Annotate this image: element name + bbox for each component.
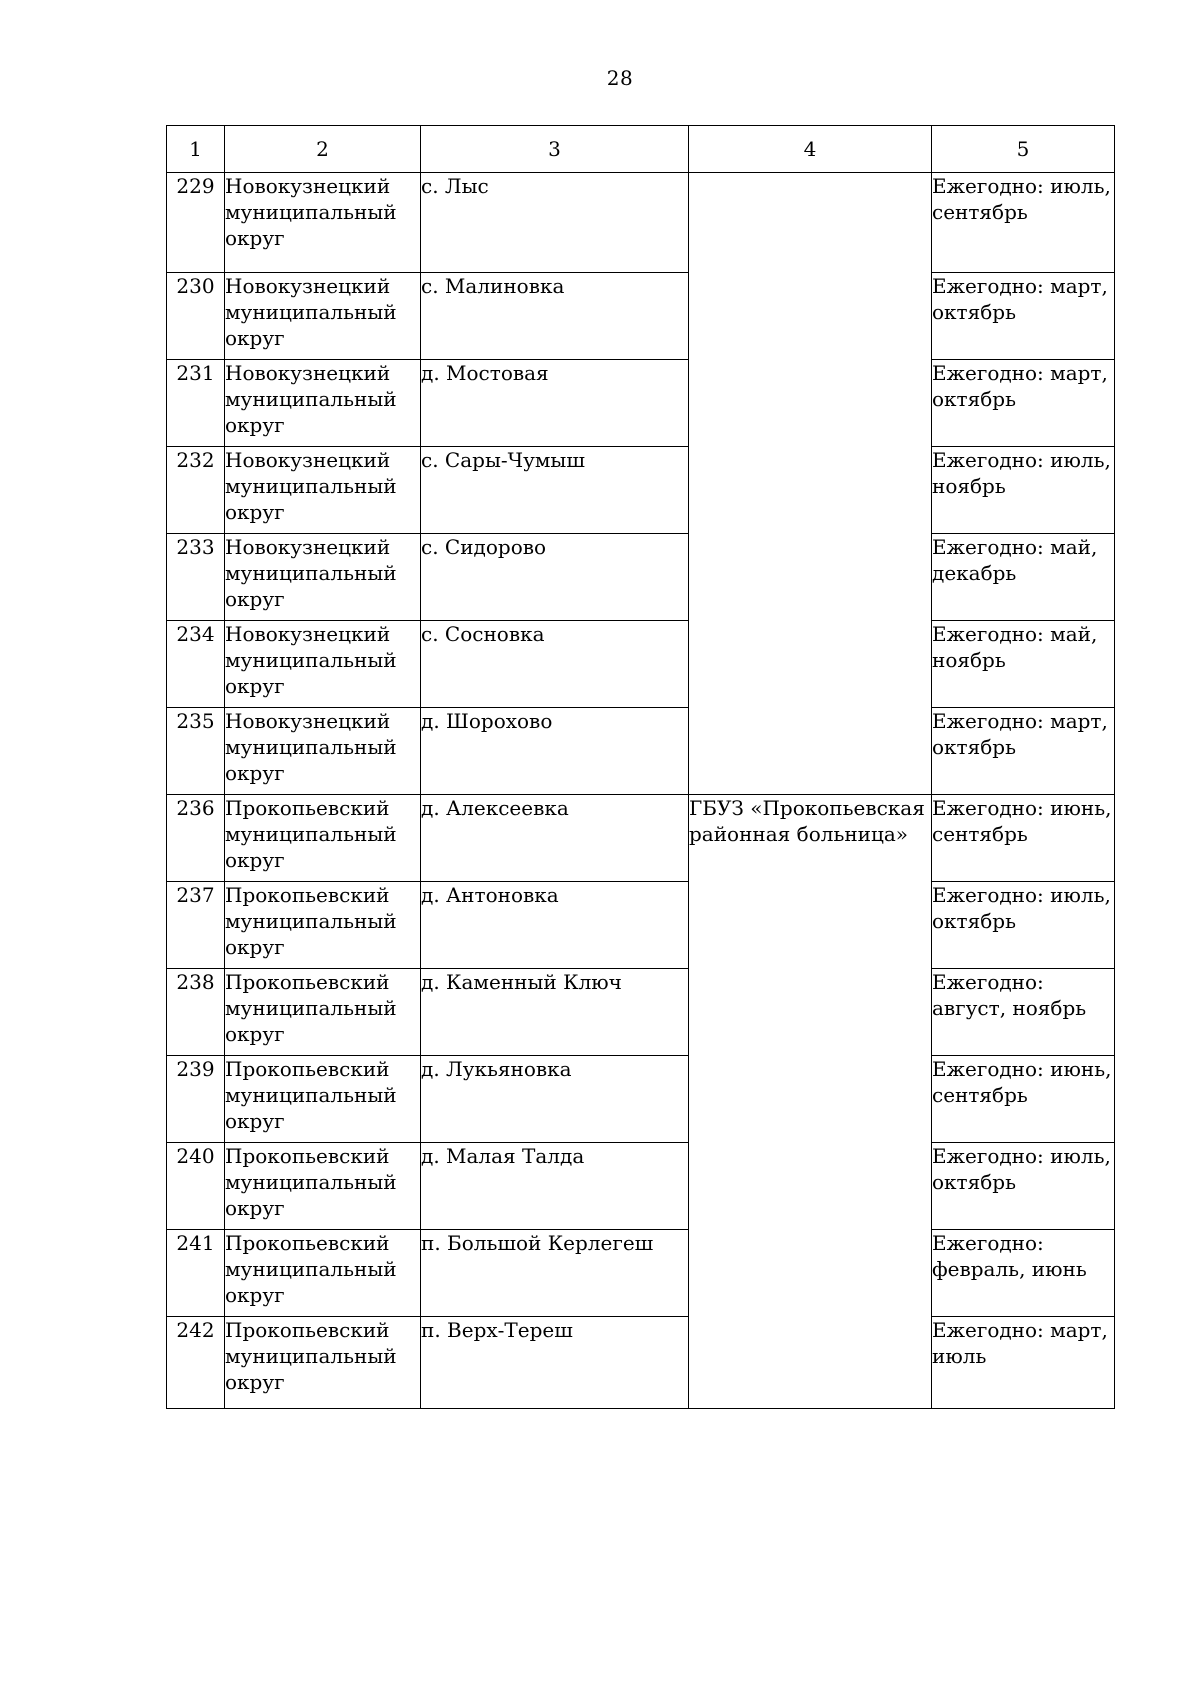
text-line: округ [225, 1196, 285, 1220]
text-line: округ [225, 226, 285, 250]
text-line: Ежегодно: март, [932, 1318, 1108, 1342]
text-line: октябрь [932, 300, 1016, 324]
text-line: Новокузнецкий [225, 361, 391, 385]
table-row [167, 882, 1115, 969]
schedule-cell [932, 621, 1115, 708]
district-cell [225, 534, 421, 621]
table-row [167, 1317, 1115, 1409]
text-line: Ежегодно: март, [932, 274, 1108, 298]
schedule-cell [932, 795, 1115, 882]
district-cell [225, 173, 421, 273]
text-line: Ежегодно: июнь, [932, 1057, 1112, 1081]
header-cell: 4 [689, 126, 932, 173]
text-line: Ежегодно: март, [932, 709, 1108, 733]
settlement-cell: д. Шорохово [421, 708, 689, 795]
row-number-cell: 236 [167, 795, 225, 882]
schedule-cell [932, 1056, 1115, 1143]
text-line: сентябрь [932, 822, 1028, 846]
row-number-cell: 242 [167, 1317, 225, 1409]
text-line: Прокопьевский [225, 796, 390, 820]
text-line: сентябрь [932, 200, 1028, 224]
text-line: октябрь [932, 735, 1016, 759]
schedule-cell [932, 969, 1115, 1056]
text-line: муниципальный [225, 561, 397, 585]
schedule-cell [932, 273, 1115, 360]
row-number-cell: 231 [167, 360, 225, 447]
table-row [167, 1056, 1115, 1143]
district-cell [225, 1143, 421, 1230]
text-line: муниципальный [225, 1170, 397, 1194]
text-line: Ежегодно: май, [932, 535, 1098, 559]
district-cell [225, 1317, 421, 1409]
text-line: июль [932, 1344, 987, 1368]
schedule-cell [932, 708, 1115, 795]
text-line: Прокопьевский [225, 1144, 390, 1168]
district-cell [225, 708, 421, 795]
settlement-cell: д. Антоновка [421, 882, 689, 969]
text-line: Ежегодно: [932, 1231, 1044, 1255]
text-line: муниципальный [225, 1083, 397, 1107]
district-cell [225, 882, 421, 969]
text-line: муниципальный [225, 1344, 397, 1368]
text-line: муниципальный [225, 200, 397, 224]
text-line: Новокузнецкий [225, 709, 391, 733]
text-line: октябрь [932, 387, 1016, 411]
header-cell: 2 [225, 126, 421, 173]
text-line: муниципальный [225, 1257, 397, 1281]
schedule-cell [932, 534, 1115, 621]
text-line: Новокузнецкий [225, 622, 391, 646]
text-line: округ [225, 1109, 285, 1133]
text-line: Прокопьевский [225, 1231, 390, 1255]
settlement-cell: п. Большой Керлегеш [421, 1230, 689, 1317]
settlement-cell: с. Лыс [421, 173, 689, 273]
settlement-cell: д. Мостовая [421, 360, 689, 447]
district-cell [225, 1056, 421, 1143]
text-line: ноябрь [932, 648, 1006, 672]
text-line: округ [225, 848, 285, 872]
text-line: Ежегодно: июль, [932, 1144, 1111, 1168]
schedule-cell [932, 360, 1115, 447]
table-row [167, 173, 1115, 273]
table-header-row [167, 126, 1115, 173]
row-number-cell: 237 [167, 882, 225, 969]
text-line: Ежегодно: июнь, [932, 796, 1112, 820]
text-line: февраль, июнь [932, 1257, 1087, 1281]
text-line: муниципальный [225, 996, 397, 1020]
text-line: Новокузнецкий [225, 174, 391, 198]
text-line: Прокопьевский [225, 970, 390, 994]
text-line: округ [225, 1370, 285, 1394]
text-line: районная больница» [689, 822, 909, 846]
schedule-cell [932, 1317, 1115, 1409]
text-line: Ежегодно: июль, [932, 448, 1111, 472]
text-line: округ [225, 587, 285, 611]
header-cell: 1 [167, 126, 225, 173]
text-line: муниципальный [225, 387, 397, 411]
header-cell: 3 [421, 126, 689, 173]
text-line: округ [225, 413, 285, 437]
settlement-cell: с. Сидорово [421, 534, 689, 621]
text-line: Прокопьевский [225, 883, 390, 907]
row-number-cell: 238 [167, 969, 225, 1056]
text-line: округ [225, 1022, 285, 1046]
row-number-cell: 240 [167, 1143, 225, 1230]
text-line: Ежегодно: [932, 970, 1044, 994]
district-cell [225, 969, 421, 1056]
row-number-cell: 233 [167, 534, 225, 621]
district-cell [225, 795, 421, 882]
row-number-cell: 241 [167, 1230, 225, 1317]
table-row [167, 1143, 1115, 1230]
text-line: округ [225, 761, 285, 785]
text-line: муниципальный [225, 909, 397, 933]
text-line: Ежегодно: июль, [932, 174, 1111, 198]
text-line: декабрь [932, 561, 1017, 585]
text-line: сентябрь [932, 1083, 1028, 1107]
table-row [167, 795, 1115, 882]
row-number-cell: 234 [167, 621, 225, 708]
text-line: Новокузнецкий [225, 274, 391, 298]
settlement-cell: с. Сары-Чумыш [421, 447, 689, 534]
text-line: округ [225, 674, 285, 698]
text-line: муниципальный [225, 822, 397, 846]
table-row [167, 360, 1115, 447]
table-row [167, 273, 1115, 360]
text-line: август, ноябрь [932, 996, 1087, 1020]
table-row [167, 969, 1115, 1056]
settlement-cell: д. Каменный Ключ [421, 969, 689, 1056]
text-line: октябрь [932, 1170, 1016, 1194]
table-row [167, 621, 1115, 708]
text-line: округ [225, 935, 285, 959]
text-line: округ [225, 1283, 285, 1307]
settlement-cell: с. Сосновка [421, 621, 689, 708]
schedule-cell [932, 1143, 1115, 1230]
settlement-cell: с. Малиновка [421, 273, 689, 360]
text-line: округ [225, 500, 285, 524]
table-body [167, 173, 1115, 1409]
header-cell: 5 [932, 126, 1115, 173]
text-line: округ [225, 326, 285, 350]
text-line: Прокопьевский [225, 1318, 390, 1342]
settlement-cell: п. Верх-Тереш [421, 1317, 689, 1409]
text-line: октябрь [932, 909, 1016, 933]
district-cell [225, 447, 421, 534]
table-row [167, 447, 1115, 534]
schedule-cell [932, 447, 1115, 534]
table-row [167, 534, 1115, 621]
text-line: муниципальный [225, 735, 397, 759]
text-line: ГБУЗ «Прокопьевская [689, 796, 925, 820]
row-number-cell: 235 [167, 708, 225, 795]
district-cell [225, 360, 421, 447]
row-number-cell: 232 [167, 447, 225, 534]
text-line: ноябрь [932, 474, 1006, 498]
page-number: 28 [606, 66, 634, 90]
settlement-cell: д. Алексеевка [421, 795, 689, 882]
text-line: муниципальный [225, 474, 397, 498]
text-line: Ежегодно: май, [932, 622, 1098, 646]
schedule-cell [932, 1230, 1115, 1317]
text-line: Новокузнецкий [225, 535, 391, 559]
text-line: Новокузнецкий [225, 448, 391, 472]
district-cell [225, 273, 421, 360]
row-number-cell: 239 [167, 1056, 225, 1143]
text-line: Прокопьевский [225, 1057, 390, 1081]
table-row [167, 708, 1115, 795]
organization-cell [689, 795, 932, 1409]
schedule-cell [932, 173, 1115, 273]
settlement-cell: д. Малая Талда [421, 1143, 689, 1230]
text-line: Ежегодно: июль, [932, 883, 1111, 907]
text-line: муниципальный [225, 648, 397, 672]
district-cell [225, 621, 421, 708]
organization-cell [689, 173, 932, 795]
text-line: муниципальный [225, 300, 397, 324]
settlement-cell: д. Лукьяновка [421, 1056, 689, 1143]
district-cell [225, 1230, 421, 1317]
row-number-cell: 230 [167, 273, 225, 360]
schedule-cell [932, 882, 1115, 969]
text-line: Ежегодно: март, [932, 361, 1108, 385]
table-row [167, 1230, 1115, 1317]
document-table [166, 125, 1115, 1409]
row-number-cell: 229 [167, 173, 225, 273]
